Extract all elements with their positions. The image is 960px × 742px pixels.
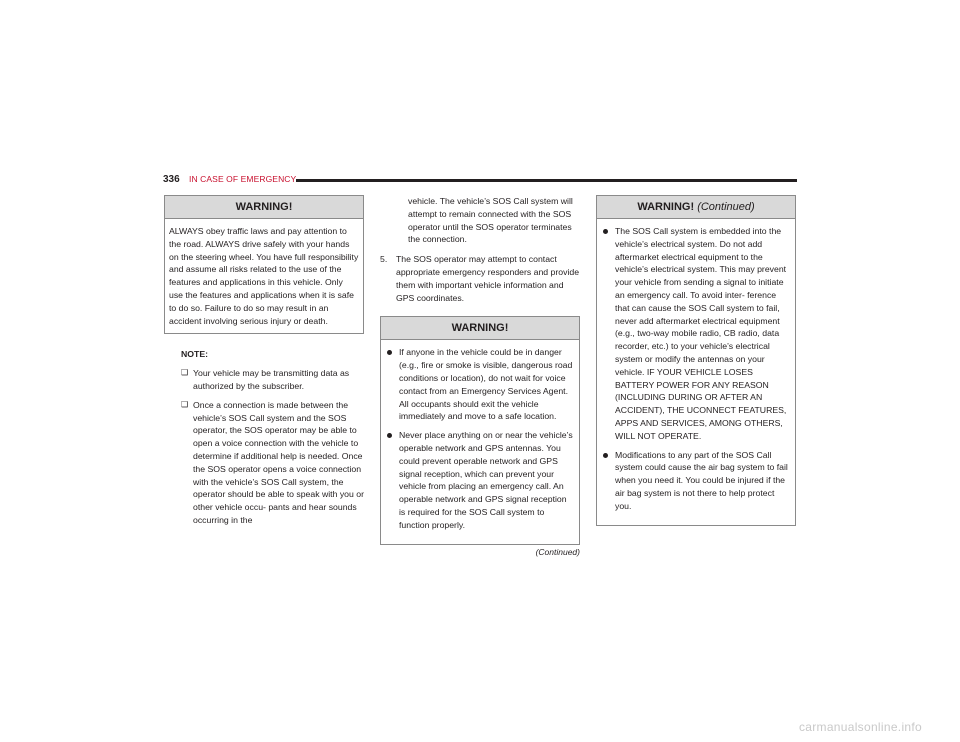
warning-body: [165, 219, 363, 333]
warning-item: [385, 429, 575, 531]
watermark: carmanualsonline.info: [798, 720, 922, 734]
bullet-icon: ❑: [181, 399, 189, 409]
warning-body: [381, 340, 579, 543]
warning-box: [596, 195, 796, 526]
section-title: IN CASE OF EMERGENCY: [189, 174, 297, 184]
bullet-icon: [387, 433, 392, 438]
note-item: [181, 399, 364, 527]
step-number: 5.: [380, 254, 388, 265]
note-label: NOTE:: [181, 349, 209, 360]
note-item: [181, 367, 364, 393]
page-header: [163, 174, 797, 186]
note-section: [181, 348, 364, 526]
warning-item-text: Modifications to any part of the SOS Call system could cause the air bag system to fail when you need it. You could be injured if the air bag system is not there to help protect you.: [615, 449, 788, 511]
warning-title-text: WARNING!: [637, 201, 695, 213]
numbered-step: [380, 253, 580, 304]
bullet-icon: ❑: [181, 368, 189, 378]
bullet-icon: [603, 453, 608, 458]
warning-item: [601, 449, 791, 513]
warning-item-text: The SOS Call system is embedded into the vehicle’s electrical system. Do not add aftermarket electrical equipment to the vehicle’s electrical system. This may prevent your vehicle from sending a signal to initiate an emergency call. To avoid inter- ference that can cause the SOS Call system to fail, never add aftermarket electrical equipment (e.g., two-way mobile radio, CB radio, data recorder, etc.) to your vehicle’s electrical system or modify the antennas on your vehicle. IF YOUR VEHICLE LOSES BATTERY POWER FOR ANY REASON (INCLUDING DURING OR AFTER AN ACCIDENT), THE UCONNECT FEATURES, APPS AND SERVICES, AMONG OTHERS, WILL NOT OPERATE.: [615, 226, 787, 441]
note-item-text: Once a connection is made between the vehicle’s SOS Call system and the SOS operator, the SOS operator may be able to open a voice connection with the vehicle to determine if additional help is needed. Once the SOS operator opens a voice connection with the vehicle’s SOS Call system, the operator should be able to speak with you or other vehicle occu- pants and hear sounds occurring in the: [193, 399, 364, 525]
continued-label: (Continued): [535, 546, 580, 557]
column-left: [164, 195, 364, 533]
warning-body: [597, 219, 795, 525]
warning-box: [164, 195, 364, 334]
page-number: 336: [163, 174, 180, 185]
warning-item: [385, 346, 575, 423]
warning-title-suffix: (Continued): [697, 201, 755, 213]
warning-item: [601, 225, 791, 443]
header-rule: [296, 179, 797, 182]
continued-paragraph: vehicle. The vehicle’s SOS Call system will attempt to remain connected with the SOS operator until the SOS operator terminates the connection.: [408, 196, 573, 245]
note-item-text: Your vehicle may be transmitting data as authorized by the subscriber.: [193, 368, 350, 391]
column-right: [596, 195, 796, 526]
warning-title: [597, 196, 795, 219]
bullet-icon: [603, 229, 608, 234]
bullet-icon: [387, 350, 392, 355]
warning-title: WARNING!: [165, 196, 363, 219]
warning-item-text: If anyone in the vehicle could be in danger (e.g., fire or smoke is visible, dangerous road conditions or location), do not wait for voice contact from an Emergency Services Agent. All occupants should exit the vehicle immediately and move to a safe location.: [399, 347, 573, 422]
warning-title: WARNING!: [381, 317, 579, 340]
warning-item-text: Never place anything on or near the vehicle’s operable network and GPS antennas. You could prevent operable network and GPS signal reception, which can prevent your vehicle from placing an emergency call. An operable network and GPS signal reception is required for the SOS Call system to function properly.: [399, 430, 573, 530]
step-text: The SOS operator may attempt to contact appropriate emergency responders and provide them with important vehicle information and GPS coordinates.: [396, 254, 580, 303]
warning-text: ALWAYS obey traffic laws and pay attention to the road. ALWAYS drive safely with your hands on the steering wheel. You have full responsibility and assume all risks related to the use of the features and applications in this vehicle. Only use the features and applications when it is safe to do so. Failure to do so may result in an accident involving serious injury or death.: [169, 226, 359, 326]
note-list: [181, 367, 364, 527]
warning-box: [380, 316, 580, 544]
column-middle: [380, 195, 580, 557]
